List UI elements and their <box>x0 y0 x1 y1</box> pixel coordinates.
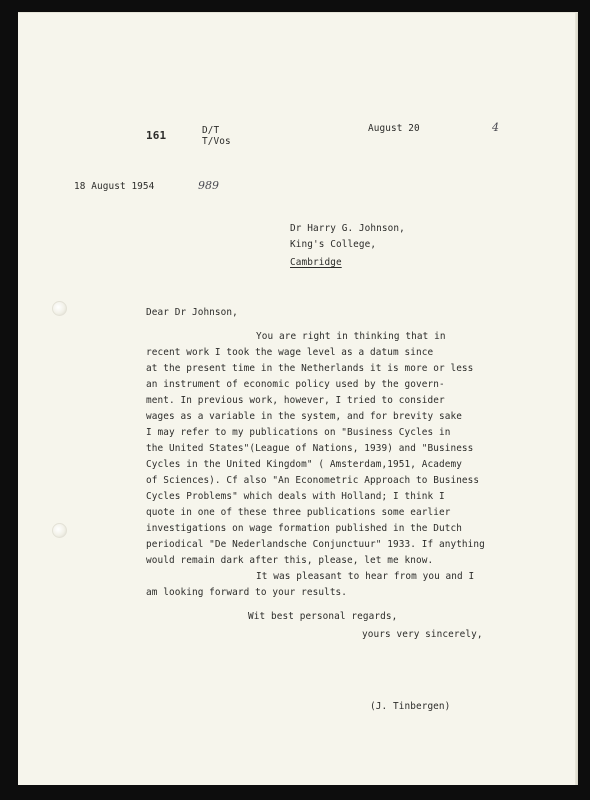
closing-sincerely: yours very sincerely, <box>362 629 483 640</box>
body-line: Cycles in the United Kingdom" ( Amsterdam,1951, Academy <box>146 459 462 470</box>
punch-hole-icon <box>52 523 67 538</box>
header-date: August 20 <box>368 123 420 134</box>
body-line: periodical "De Nederlandsche Conjunctuur" 1933. If anything <box>146 539 485 550</box>
body-line: of Sciences). Cf also "An Econometric Approach to Business <box>146 475 480 486</box>
reference-line-1: D/T <box>202 125 220 136</box>
reference-line-2: T/Vos <box>202 136 231 147</box>
body-line: I may refer to my publications on "Business Cycles in <box>146 427 451 438</box>
handwritten-note: 989 <box>198 179 219 192</box>
punch-hole-icon <box>52 301 67 316</box>
body-line: at the present time in the Netherlands it is more or less <box>146 363 474 374</box>
signature: (J. Tinbergen) <box>370 701 451 712</box>
body-line: It was pleasant to hear from you and I <box>256 571 475 582</box>
page-mark: 4 <box>492 121 499 134</box>
body-line: Cycles Problems" which deals with Holland; I think I <box>146 491 445 502</box>
file-number: 161 <box>146 129 167 142</box>
page-edge-shadow <box>575 13 578 785</box>
body-line: would remain dark after this, please, let me know. <box>146 555 434 566</box>
body-line: ment. In previous work, however, I tried to consider <box>146 395 445 406</box>
recipient-city: Cambridge <box>290 257 342 268</box>
body-line: You are right in thinking that in <box>256 331 446 342</box>
body-line: recent work I took the wage level as a datum since <box>146 347 434 358</box>
body-line: quote in one of these three publications some earlier <box>146 507 451 518</box>
body-line: investigations on wage formation published in the Dutch <box>146 523 462 534</box>
recipient-name: Dr Harry G. Johnson, <box>290 223 405 234</box>
closing-regards: Wit best personal regards, <box>248 611 398 622</box>
salutation: Dear Dr Johnson, <box>146 307 238 318</box>
body-line: wages as a variable in the system, and for brevity sake <box>146 411 462 422</box>
body-line: am looking forward to your results. <box>146 587 348 598</box>
body-line: an instrument of economic policy used by the govern- <box>146 379 445 390</box>
recipient-institution: King's College, <box>290 239 377 250</box>
body-line: the United States"(League of Nations, 1939) and "Business <box>146 443 474 454</box>
letter-page <box>18 12 578 785</box>
letter-date: 18 August 1954 <box>74 181 155 192</box>
